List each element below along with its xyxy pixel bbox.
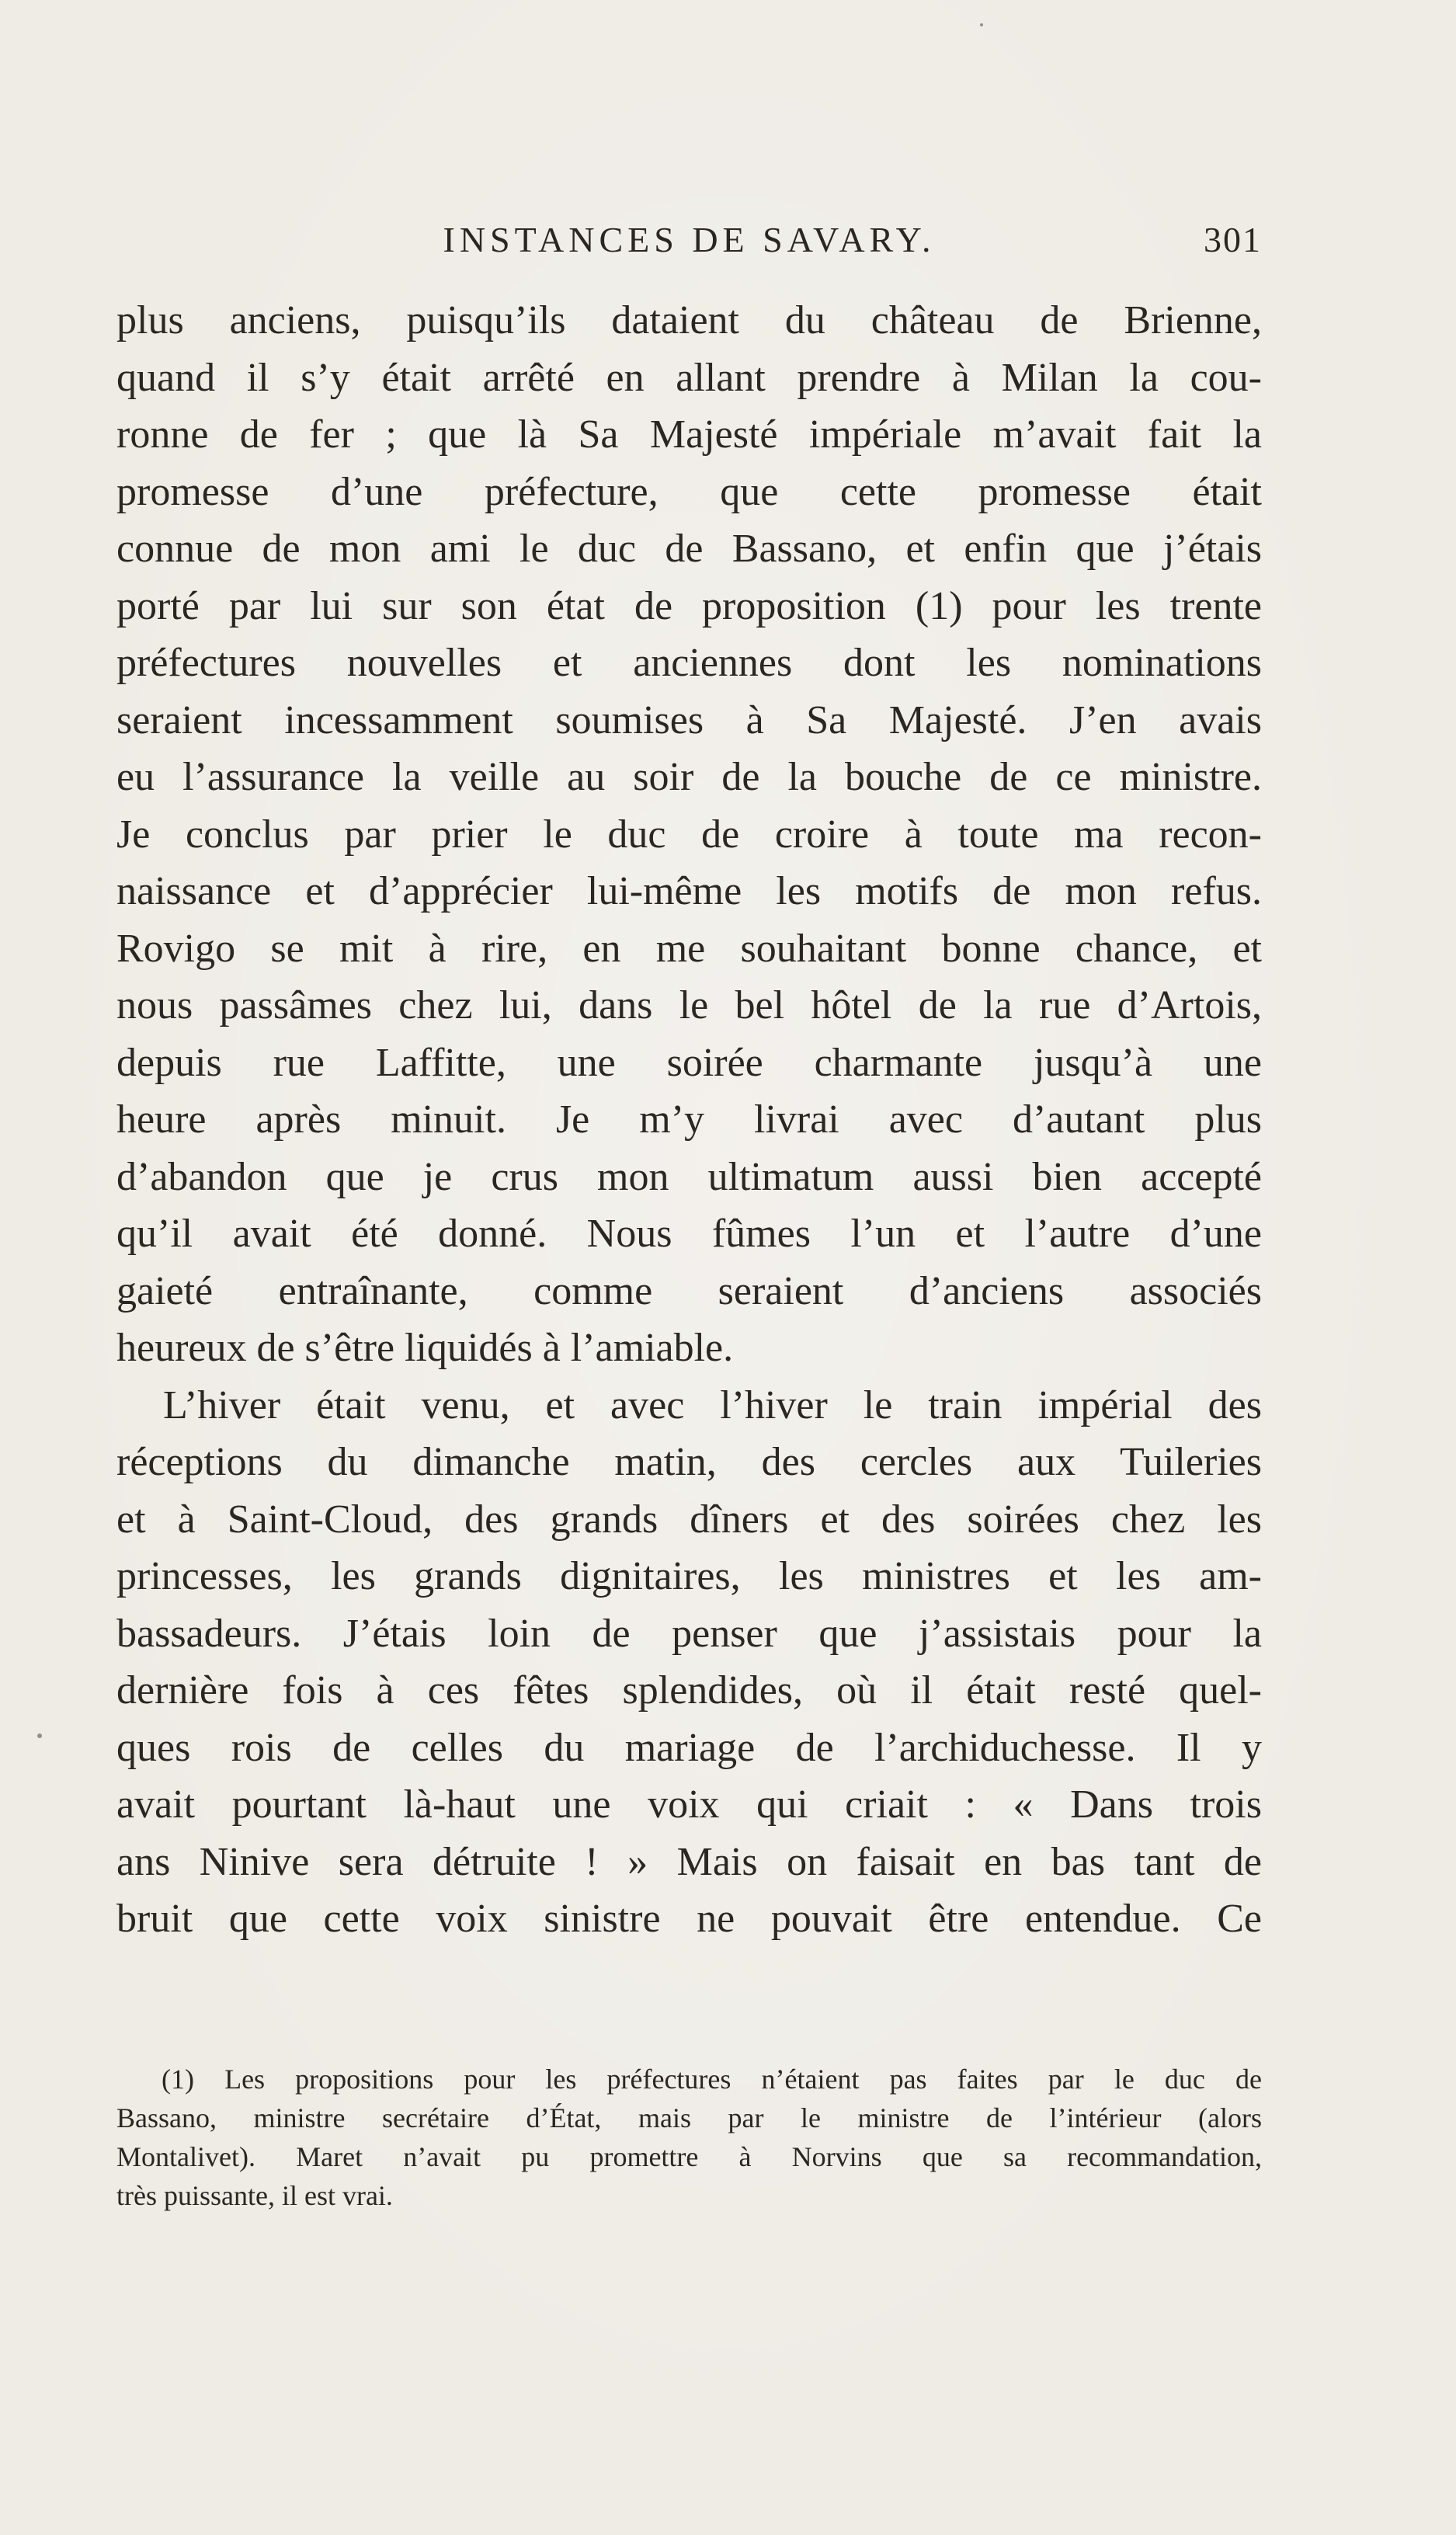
text-line: Je conclus par prier le duc de croire à toute ma recon-	[116, 812, 1262, 857]
text-line: dernière fois à ces fêtes splendides, où il était resté quel-	[116, 1668, 1262, 1713]
text-line: préfectures nouvelles et anciennes dont les nominations	[116, 641, 1262, 685]
text-line: Rovigo se mit à rire, en me souhaitant bonne chance, et	[116, 926, 1262, 971]
paper-speck	[980, 23, 983, 26]
text-line: connue de mon ami le duc de Bassano, et enfin que j’étais	[116, 527, 1262, 571]
text-line: L’hiver était venu, et avec l’hiver le train impérial des	[163, 1382, 1262, 1427]
text-line: quand il s’y était arrêté en allant prendre à Milan la cou-	[116, 355, 1262, 400]
text-line: avait pourtant là-haut une voix qui criait : « Dans trois	[116, 1782, 1262, 1827]
text-line: plus anciens, puisqu’ils dataient du château de Brienne,	[116, 298, 1262, 343]
page-header	[116, 219, 1262, 266]
text-line: depuis rue Laffitte, une soirée charmante jusqu’à une	[116, 1040, 1262, 1085]
paper-speck	[37, 1733, 42, 1738]
text-line: seraient incessamment soumises à Sa Majesté. J’en avais	[116, 697, 1262, 742]
text-line: princesses, les grands dignitaires, les ministres et les am-	[116, 1554, 1262, 1598]
text-line: eu l’assurance la veille au soir de la bouche de ce ministre.	[116, 755, 1262, 799]
text-line: heure après minuit. Je m’y livrai avec d’autant plus	[116, 1097, 1262, 1142]
page-number: 301	[1204, 220, 1262, 259]
text-line: ronne de fer ; que là Sa Majesté impériale m’avait fait la	[116, 412, 1262, 457]
text-line: porté par lui sur son état de proposition (1) pour les trente	[116, 583, 1262, 628]
footnote	[116, 2060, 1262, 2215]
text-line: heureux de s’être liquidés à l’amiable.	[116, 1326, 734, 1370]
text-line: qu’il avait été donné. Nous fûmes l’un et l’autre d’une	[116, 1212, 1262, 1256]
text-line: ans Ninive sera détruite ! » Mais on faisait en bas tant de	[116, 1839, 1262, 1884]
body-text	[116, 292, 1262, 1948]
footnote-line: (1) Les propositions pour les préfectures n’étaient pas faites par le duc de	[162, 2064, 1262, 2095]
text-line: gaieté entraînante, comme seraient d’anciens associés	[116, 1268, 1262, 1313]
text-line: bassadeurs. J’étais loin de penser que j’assistais pour la	[116, 1611, 1262, 1656]
paragraph	[116, 1377, 1262, 1948]
footnote-line: Bassano, ministre secrétaire d’État, mais par le ministre de l’intérieur (alors	[116, 2102, 1262, 2133]
paragraph	[116, 292, 1262, 1377]
text-line: nous passâmes chez lui, dans le bel hôtel de la rue d’Artois,	[116, 983, 1262, 1028]
text-line: ques rois de celles du mariage de l’archiduchesse. Il y	[116, 1725, 1262, 1770]
text-line: naissance et d’apprécier lui-même les motifs de mon refus.	[116, 869, 1262, 913]
footnote-line: très puissante, il est vrai.	[116, 2180, 393, 2211]
running-title: INSTANCES DE SAVARY.	[443, 220, 936, 259]
text-line: d’abandon que je crus mon ultimatum aussi bien accepté	[116, 1154, 1262, 1199]
text-line: et à Saint-Cloud, des grands dîners et des soirées chez les	[116, 1497, 1262, 1542]
text-line: bruit que cette voix sinistre ne pouvait être entendue. Ce	[116, 1897, 1262, 1941]
text-line: promesse d’une préfecture, que cette promesse était	[116, 469, 1262, 514]
text-line: réceptions du dimanche matin, des cercles aux Tuileries	[116, 1440, 1262, 1484]
footnote-line: Montalivet). Maret n’avait pu promettre à Norvins que sa recommandation,	[116, 2141, 1262, 2172]
